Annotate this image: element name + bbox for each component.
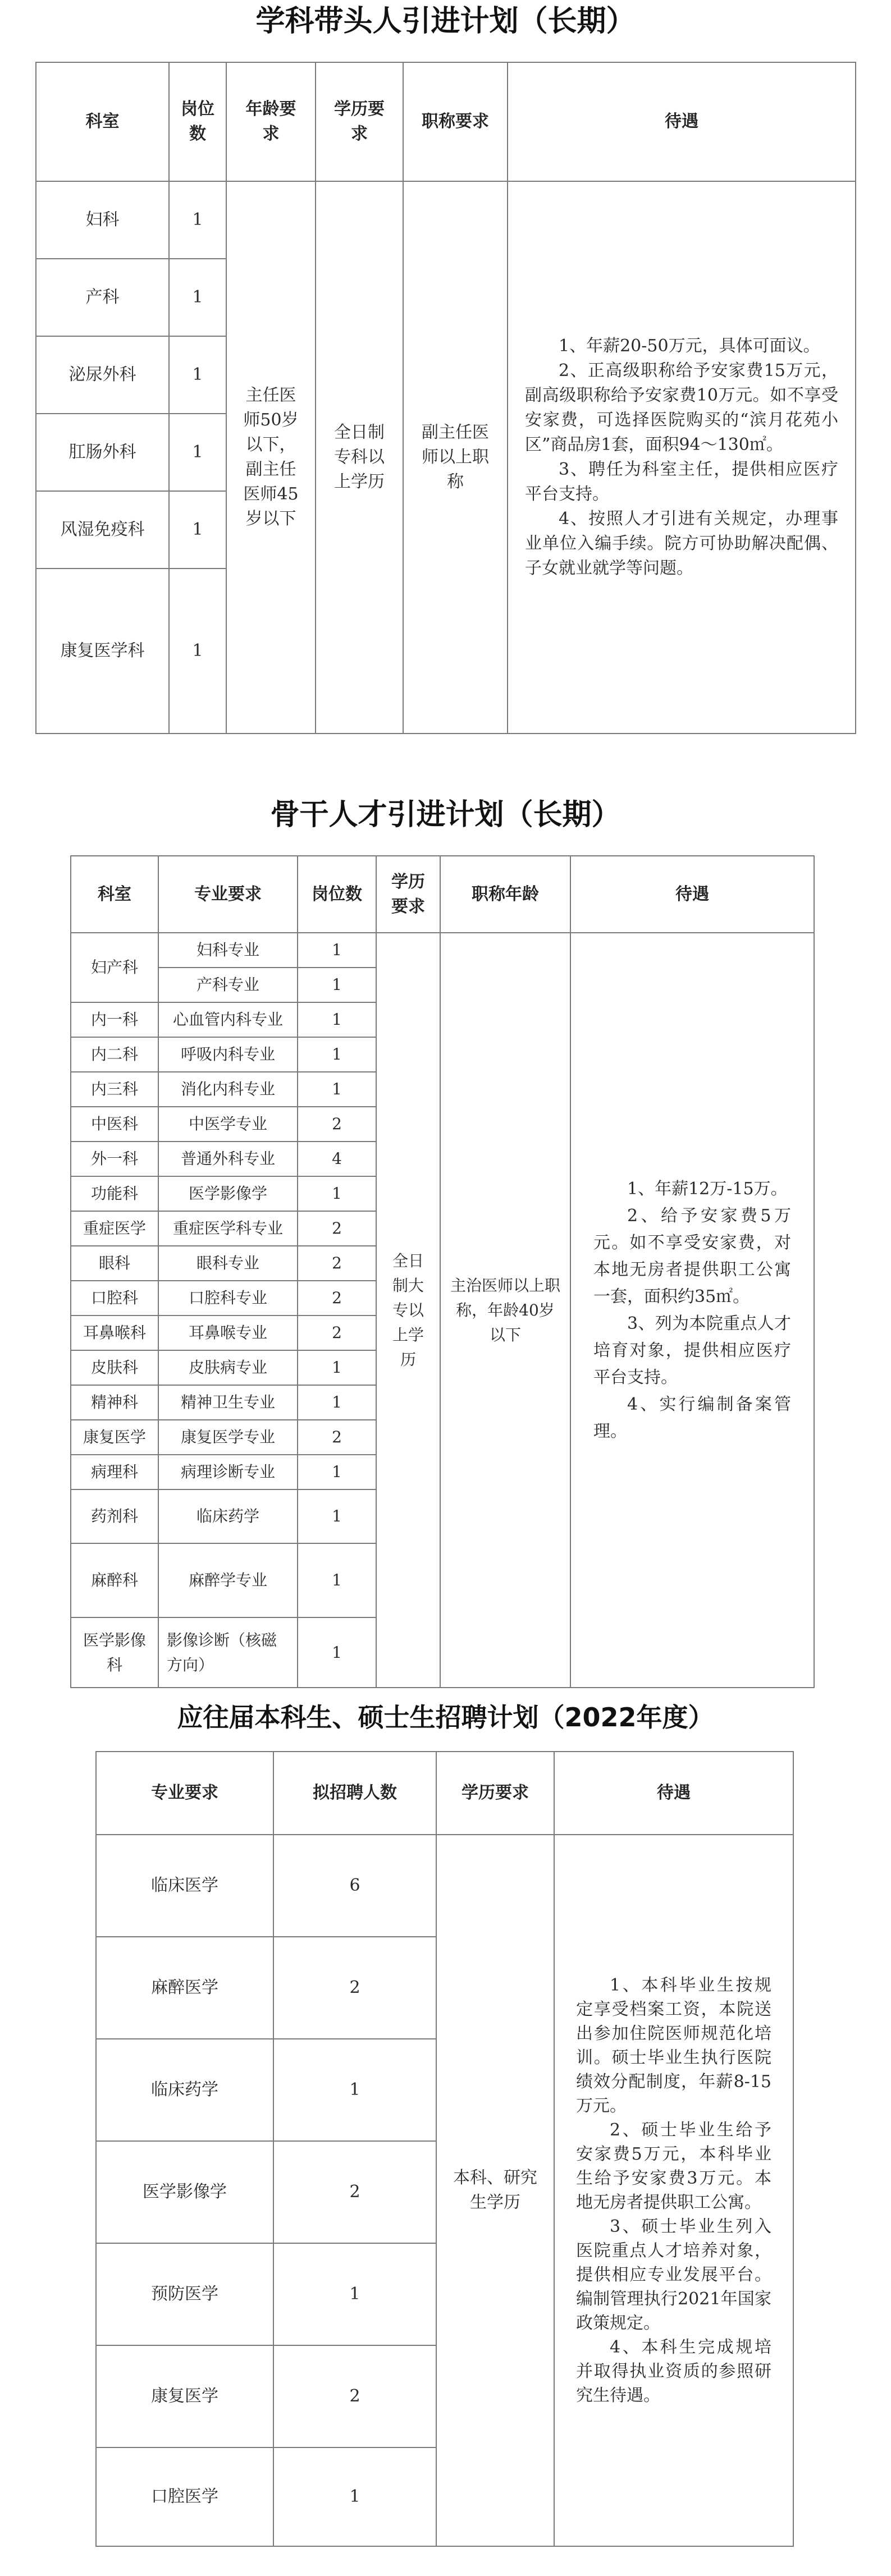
count-cell: 1 <box>298 933 376 968</box>
major-cell: 康复医学专业 <box>158 1420 298 1455</box>
dept-cell: 外一科 <box>71 1142 158 1176</box>
count-cell: 1 <box>169 569 226 734</box>
dept-cell: 风湿免疫科 <box>36 491 169 569</box>
col-header-title-age: 职称年龄 <box>440 856 570 933</box>
col-header-dept: 科室 <box>36 62 169 181</box>
major-cell: 病理诊断专业 <box>158 1455 298 1489</box>
table-header-row <box>71 856 814 933</box>
count-cell: 2 <box>273 2345 436 2447</box>
col-header-benefits: 待遇 <box>554 1752 793 1835</box>
benefit-item: 4、按照人才引进有关规定，办理事业单位入编手续。院方可协助解决配偶、子女就业就学等问题。 <box>525 509 838 578</box>
dept-cell: 麻醉科 <box>71 1543 158 1617</box>
count-cell: 1 <box>298 1455 376 1489</box>
col-header-title: 职称要求 <box>403 62 508 181</box>
dept-cell: 康复医学科 <box>36 569 169 734</box>
count-cell: 1 <box>298 1385 376 1420</box>
age-requirement: 主任医师50岁以下，副主任医师45岁以下 <box>226 181 316 734</box>
count-cell: 2 <box>298 1420 376 1455</box>
count-cell: 1 <box>298 1002 376 1037</box>
table-header-row <box>36 62 856 181</box>
count-cell: 1 <box>298 968 376 1002</box>
dept-cell: 内二科 <box>71 1037 158 1072</box>
col-header-count: 岗位数 <box>298 856 376 933</box>
dept-cell: 耳鼻喉科 <box>71 1315 158 1350</box>
count-cell: 2 <box>298 1246 376 1281</box>
count-cell: 1 <box>298 1617 376 1688</box>
education-requirement: 本科、研究生学历 <box>436 1835 554 2546</box>
benefits-cell <box>570 933 814 1688</box>
count-cell: 4 <box>298 1142 376 1176</box>
benefit-item: 3、硕士毕业生列入医院重点人才培养对象，提供相应专业发展平台。编制管理执行2021年国家政策规定。 <box>576 2217 771 2333</box>
count-cell: 1 <box>298 1037 376 1072</box>
col-header-age: 年龄要求 <box>226 62 316 181</box>
dept-cell: 功能科 <box>71 1176 158 1211</box>
major-cell: 预防医学 <box>96 2243 273 2345</box>
col-header-education: 学历要求 <box>376 856 440 933</box>
dept-cell: 眼科 <box>71 1246 158 1281</box>
count-cell: 1 <box>169 336 226 414</box>
major-cell: 普通外科专业 <box>158 1142 298 1176</box>
col-header-benefits: 待遇 <box>508 62 856 181</box>
dept-cell: 病理科 <box>71 1455 158 1489</box>
dept-cell: 药剂科 <box>71 1489 158 1543</box>
benefit-item: 3、聘任为科室主任，提供相应医疗平台支持。 <box>525 460 838 504</box>
major-cell: 临床药学 <box>96 2039 273 2141</box>
count-cell: 1 <box>169 181 226 259</box>
major-cell: 中医学专业 <box>158 1107 298 1142</box>
major-cell: 眼科专业 <box>158 1246 298 1281</box>
table-row <box>96 1835 793 1937</box>
count-cell: 1 <box>169 414 226 491</box>
major-cell: 皮肤病专业 <box>158 1350 298 1385</box>
major-cell: 临床药学 <box>158 1489 298 1543</box>
major-cell: 临床医学 <box>96 1835 273 1937</box>
dept-cell: 精神科 <box>71 1385 158 1420</box>
major-cell: 心血管内科专业 <box>158 1002 298 1037</box>
col-header-dept: 科室 <box>71 856 158 933</box>
dept-cell: 康复医学 <box>71 1420 158 1455</box>
benefit-item: 4、本科生完成规培并取得执业资质的参照研究生待遇。 <box>576 2337 771 2405</box>
dept-cell: 妇产科 <box>71 933 158 1002</box>
major-cell: 医学影像学 <box>96 2141 273 2243</box>
count-cell: 2 <box>298 1107 376 1142</box>
major-cell: 麻醉医学 <box>96 1937 273 2039</box>
dept-cell: 产科 <box>36 259 169 336</box>
major-cell: 重症医学科专业 <box>158 1211 298 1246</box>
dept-cell: 中医科 <box>71 1107 158 1142</box>
section2-title: 骨干人才引进计划（长期） <box>270 798 621 832</box>
major-cell: 精神卫生专业 <box>158 1385 298 1420</box>
major-cell: 口腔医学 <box>96 2447 273 2546</box>
count-cell: 1 <box>273 2243 436 2345</box>
count-cell: 2 <box>298 1281 376 1315</box>
section1-title: 学科带头人引进计划（长期） <box>255 4 636 38</box>
col-header-benefits: 待遇 <box>570 856 814 933</box>
benefit-item: 2、给予安家费5万元。如不享受安家费，对本地无房者提供职工公寓一套，面积约35㎡。 <box>593 1206 791 1307</box>
dept-cell: 内三科 <box>71 1072 158 1107</box>
count-cell: 2 <box>298 1211 376 1246</box>
education-requirement: 全日制大专以上学历 <box>376 933 440 1688</box>
education-requirement: 全日制专科以上学历 <box>316 181 403 734</box>
col-header-education: 学历要求 <box>436 1752 554 1835</box>
count-cell: 1 <box>169 259 226 336</box>
title-requirement: 副主任医师以上职称 <box>403 181 508 734</box>
dept-cell: 口腔科 <box>71 1281 158 1315</box>
benefit-item: 3、列为本院重点人才培育对象，提供相应医疗平台支持。 <box>593 1313 791 1387</box>
graduate-table <box>95 1751 794 2547</box>
benefit-item: 4、实行编制备案管理。 <box>593 1394 791 1441</box>
col-header-major: 专业要求 <box>158 856 298 933</box>
dept-cell: 皮肤科 <box>71 1350 158 1385</box>
benefit-item: 2、硕士毕业生给予安家费5万元，本科毕业生给予安家费3万元。本地无房者提供职工公寓。 <box>576 2120 771 2212</box>
major-cell: 医学影像学 <box>158 1176 298 1211</box>
major-cell: 康复医学 <box>96 2345 273 2447</box>
count-cell: 1 <box>298 1350 376 1385</box>
count-cell: 1 <box>298 1489 376 1543</box>
dept-cell: 内一科 <box>71 1002 158 1037</box>
section3-title: 应往届本科生、硕士生招聘计划（2022年度） <box>177 1702 714 1732</box>
table-row <box>36 181 856 259</box>
col-header-count: 岗位数 <box>169 62 226 181</box>
major-cell: 口腔科专业 <box>158 1281 298 1315</box>
count-cell: 1 <box>273 2039 436 2141</box>
major-cell: 影像诊断（核磁方向） <box>158 1617 298 1688</box>
benefit-item: 1、年薪20-50万元，具体可面议。 <box>559 336 820 356</box>
major-cell: 消化内科专业 <box>158 1072 298 1107</box>
dept-cell: 泌尿外科 <box>36 336 169 414</box>
dept-cell: 医学影像科 <box>71 1617 158 1688</box>
benefits-cell <box>508 181 856 734</box>
title-age-requirement: 主治医师以上职称，年龄40岁以下 <box>440 933 570 1688</box>
dept-cell: 妇科 <box>36 181 169 259</box>
count-cell: 1 <box>298 1072 376 1107</box>
major-cell: 呼吸内科专业 <box>158 1037 298 1072</box>
count-cell: 2 <box>273 2141 436 2243</box>
count-cell: 2 <box>273 1937 436 2039</box>
col-header-count: 拟招聘人数 <box>273 1752 436 1835</box>
count-cell: 1 <box>273 2447 436 2546</box>
major-cell: 麻醉学专业 <box>158 1543 298 1617</box>
count-cell: 6 <box>273 1835 436 1937</box>
backbone-table <box>70 855 815 1688</box>
count-cell: 1 <box>169 491 226 569</box>
count-cell: 1 <box>298 1176 376 1211</box>
benefit-item: 1、年薪12万-15万。 <box>627 1179 788 1199</box>
table-row <box>71 933 814 968</box>
col-header-major: 专业要求 <box>96 1752 273 1835</box>
leader-table <box>35 62 856 734</box>
major-cell: 产科专业 <box>158 968 298 1002</box>
benefits-cell <box>554 1835 793 2546</box>
count-cell: 1 <box>298 1543 376 1617</box>
benefit-item: 1、本科毕业生按规定享受档案工资，本院送出参加住院医师规范化培训。硕士毕业生执行医院绩效分配制度，年薪8-15万元。 <box>576 1975 771 2116</box>
major-cell: 耳鼻喉专业 <box>158 1315 298 1350</box>
table-header-row <box>96 1752 793 1835</box>
dept-cell: 重症医学 <box>71 1211 158 1246</box>
major-cell: 妇科专业 <box>158 933 298 968</box>
dept-cell: 肛肠外科 <box>36 414 169 491</box>
count-cell: 2 <box>298 1315 376 1350</box>
benefit-item: 2、正高级职称给予安家费15万元，副高级职称给予安家费10万元。如不享受安家费，可选择医院购买的“滨月花苑小区”商品房1套，面积94～130㎡。 <box>525 361 838 455</box>
col-header-education: 学历要求 <box>316 62 403 181</box>
